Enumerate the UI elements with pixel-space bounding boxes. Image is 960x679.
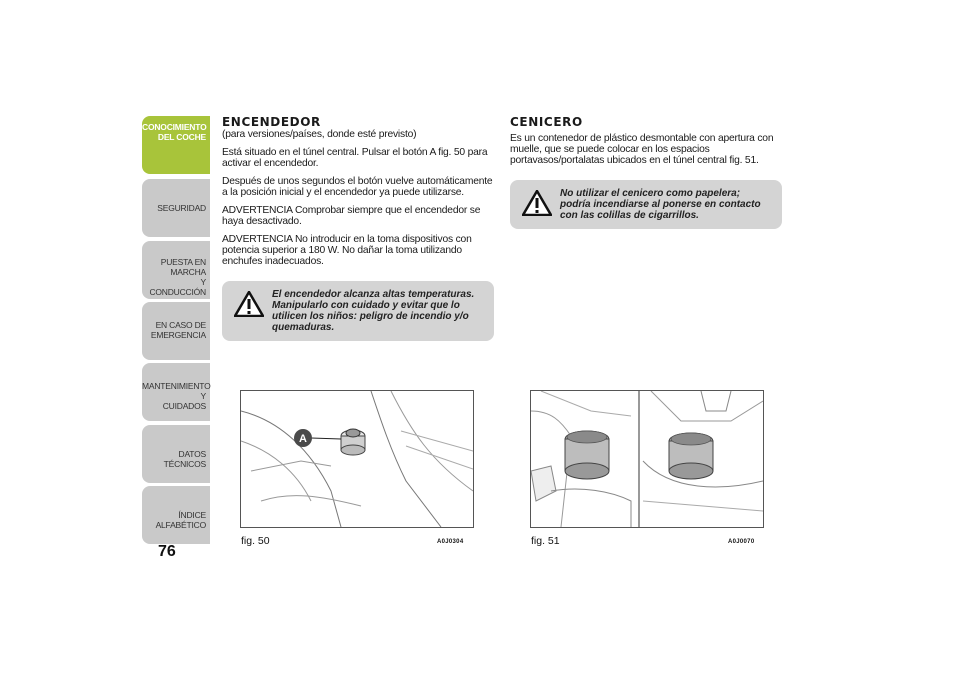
tab-label: PUESTA EN MARCHA Y CONDUCCIÓN (149, 257, 206, 297)
paragraph: Está situado en el túnel central. Pulsar el botón A fig. 50 para activar el encendedor. (222, 147, 488, 169)
warning-box (510, 180, 782, 229)
tab-indice-alfabetico[interactable] (142, 486, 210, 544)
paragraph: ADVERTENCIA Comprobar siempre que el encendedor se haya desactivado. (222, 205, 481, 227)
tab-puesta-en-marcha[interactable] (142, 241, 210, 299)
tab-en-caso-de-emergencia[interactable] (142, 302, 210, 360)
tab-label: ÍNDICE ALFABÉTICO (155, 510, 206, 530)
section-heading: CENICERO (510, 115, 583, 129)
tab-conocimiento-del-coche[interactable] (142, 116, 210, 174)
warning-icon (522, 190, 552, 216)
section-encendedor (222, 116, 494, 341)
tab-label: MANTENIMIENTO Y CUIDADOS (142, 381, 211, 411)
figure-code: A0J0304 (437, 539, 464, 545)
figure-caption: fig. 51 (531, 535, 560, 547)
tab-label: SEGURIDAD (157, 203, 206, 213)
paragraph: ADVERTENCIA No introducir en la toma dispositivos con potencia superior a 180 W. No dañar la toma utilizando enchufes inadecuados. (222, 234, 472, 267)
lighter-illustration (241, 391, 473, 527)
tab-mantenimiento[interactable] (142, 363, 210, 421)
figure-code: A0J0070 (728, 539, 755, 545)
section-subtitle: (para versiones/países, donde esté previsto) (222, 129, 417, 140)
callout-a: A (299, 433, 307, 445)
figure-lighter-image (240, 390, 474, 528)
warning-box (222, 281, 494, 341)
page-number: 76 (158, 543, 176, 560)
figure-ashtray-image (530, 390, 764, 528)
tab-label: CONOCIMIENTO DEL COCHE (142, 122, 207, 142)
paragraph: Es un contenedor de plástico desmontable con apertura con muelle, que se puede colocar en los espacios portavasos/portalatas ubicados en el túnel central fig. 51. (510, 133, 774, 166)
warning-text: El encendedor alcanza altas temperaturas. Manipularlo con cuidado y evitar que lo utilicen los niños: peligro de incendio y/o quemaduras. (272, 289, 475, 333)
tab-label: DATOS TÉCNICOS (163, 449, 206, 469)
section-heading: ENCENDEDOR (222, 115, 321, 129)
tab-label: EN CASO DE EMERGENCIA (150, 320, 206, 340)
section-cenicero (510, 116, 782, 229)
figure-caption: fig. 50 (241, 535, 270, 547)
tab-seguridad[interactable] (142, 179, 210, 237)
tab-datos-tecnicos[interactable] (142, 425, 210, 483)
warning-icon (234, 291, 264, 317)
warning-text: No utilizar el cenicero como papelera; podría incendiarse al ponerse en contacto con las colillas de cigarrillos. (560, 188, 761, 221)
paragraph: Después de unos segundos el botón vuelve automáticamente a la posición inicial y el encendedor ya puede utilizarse. (222, 176, 493, 198)
ashtray-illustration (531, 391, 763, 527)
